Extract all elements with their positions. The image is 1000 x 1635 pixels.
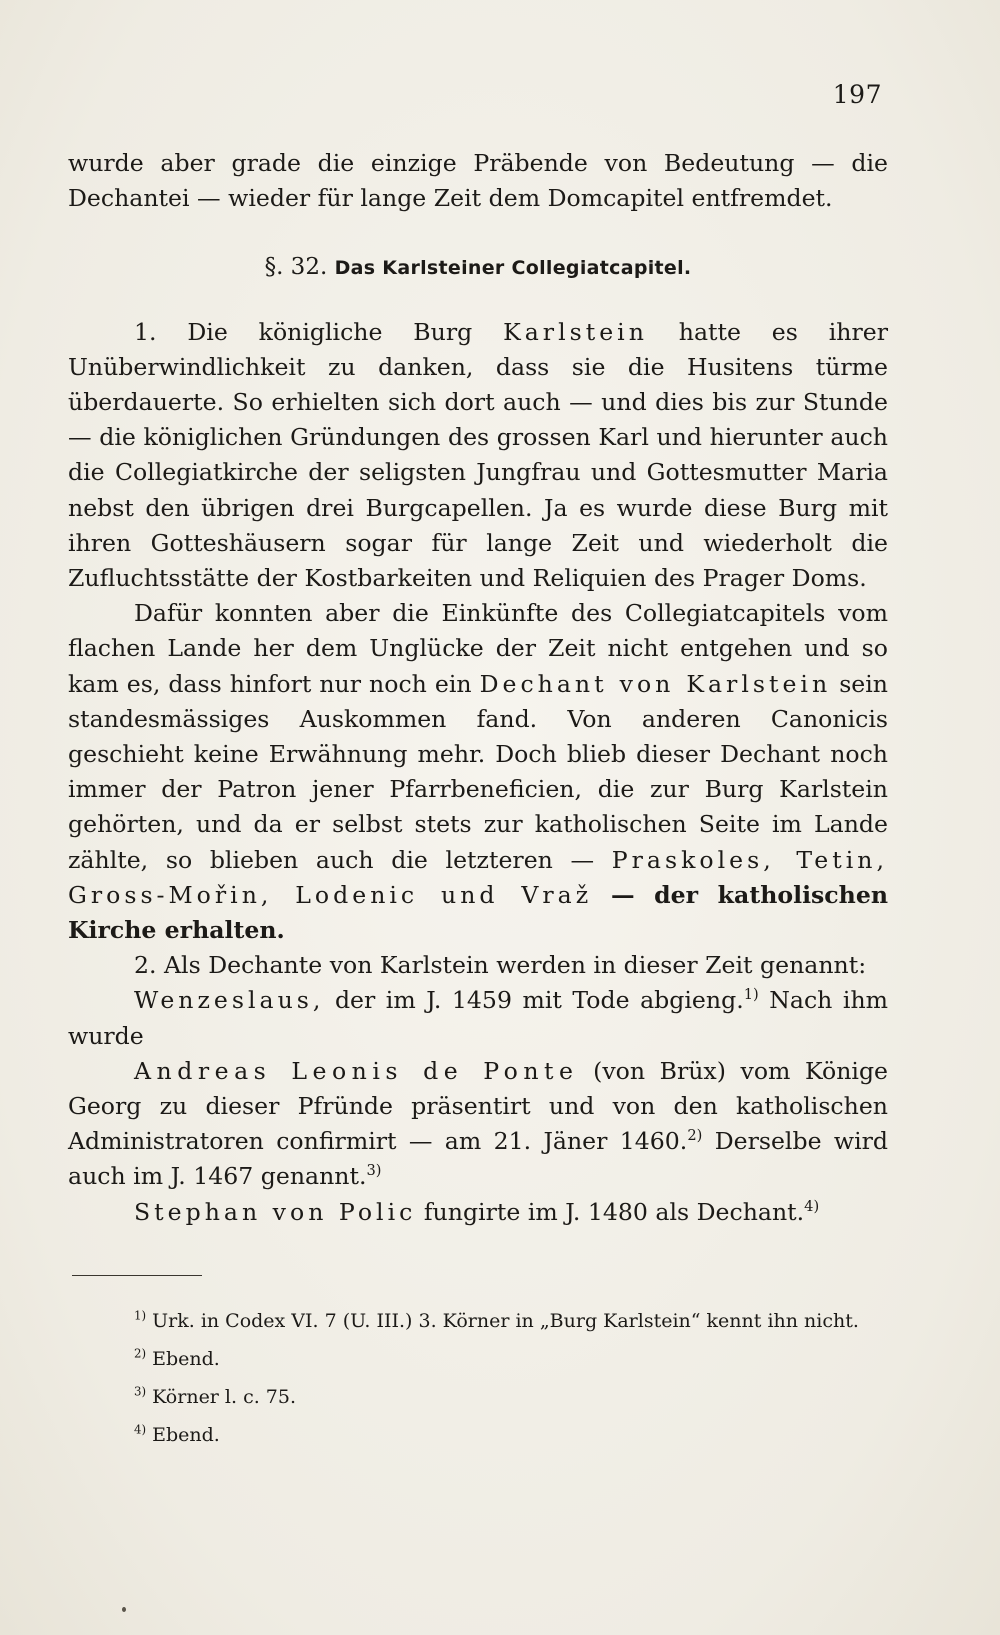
spaced-karlstein: Karlstein — [503, 317, 648, 346]
footnote-mark: 3) — [134, 1384, 147, 1399]
spaced-stephan: Stephan von Polic — [134, 1197, 417, 1226]
footnote-ref: 4) — [804, 1197, 820, 1215]
section-heading — [68, 250, 888, 286]
footnote-text: Ebend. — [152, 1424, 220, 1446]
paragraph-4-text-b: Nach ihm wurde — [68, 986, 889, 1050]
footnote-mark: 4) — [134, 1422, 147, 1437]
paragraph-5-text-b: Derselbe wird auch im J. 1467 genannt. — [68, 1127, 888, 1191]
footnote-divider — [72, 1275, 202, 1276]
paragraph-2 — [68, 596, 888, 948]
paragraph-1-text-b: hatte es ihrer Unüberwindlichkeit zu danken, dass sie die Husitens türme überdauerte. So erhielten sich dort auch — und dies bis zur Stunde — die königlichen Gründungen des grossen Karl und hierunter auch die Collegiatkirche der seligsten Jungfrau und Gottesmutter Maria nebst den übrigen drei Burgcapellen. Ja es wurde diese Burg mit ihren Gotteshäusern sogar für lange Zeit und wiederholt die Zufluchtsstätte der Kostbarkeiten und Reliquien des Prager Doms. — [68, 317, 888, 593]
paragraph-4 — [68, 983, 888, 1053]
footnote-2 — [68, 1344, 890, 1374]
paragraph-4-text-a: der im J. 1459 mit Tode abgieng. — [334, 986, 744, 1015]
footnote-mark: 1) — [134, 1308, 147, 1323]
spaced-dechant: Dechant von Karlstein — [479, 669, 832, 698]
spaced-parishes: Praskoles, Tetin, Gross-Mořin, Lodenic und Vraž — [68, 845, 888, 909]
footnote-1 — [68, 1306, 890, 1336]
paragraph-1-text-a: 1. Die königliche Burg — [134, 317, 473, 346]
paragraph-6 — [68, 1195, 888, 1230]
main-text — [68, 146, 888, 1230]
page-number: 197 — [832, 80, 882, 109]
footnote-ref: 1) — [743, 986, 759, 1004]
footnote-text: Körner l. c. 75. — [152, 1386, 297, 1408]
footnote-4 — [68, 1420, 890, 1450]
paragraph-1 — [68, 315, 888, 597]
footnote-mark: 2) — [134, 1346, 147, 1361]
paragraph-5 — [68, 1054, 888, 1195]
paragraph-2-text-b: sein standesmässiges Auskommen fand. Von anderen Canonicis geschieht keine Erwähnung mehr. Doch blieb dieser Dechant noch immer der Patron jener Pfarrbeneficien, die zur Burg Karlstein gehörten, und da er selbst stets zur katholischen Seite im Lande zählte, so blieben auch die letzteren — — [68, 669, 888, 874]
paragraph-2-text-c: — der katholischen Kirche erhalten. — [68, 880, 888, 945]
intro-paragraph: wurde aber grade die einzige Präbende von Bedeutung — die Dechantei — wieder für lange Zeit dem Domcapitel entfremdet. — [68, 149, 888, 213]
footnote-3 — [68, 1382, 890, 1412]
spaced-wenzeslaus: Wenzeslaus, — [134, 986, 325, 1015]
paper-speck — [122, 1607, 126, 1612]
paragraph-5-text-a: (von Brüx) vom Könige Georg zu dieser Pfründe präsentirt und von den katholischen Administratoren confirmirt — am 21. Jäner 1460. — [68, 1056, 889, 1156]
footnote-text: Urk. in Codex VI. 7 (U. III.) 3. Körner in „Burg Karlstein“ kennt ihn nicht. — [152, 1310, 859, 1332]
section-title: Das Karlsteiner Collegiatcapitel. — [334, 257, 692, 280]
paragraph-3: 2. Als Dechante von Karlstein werden in dieser Zeit genannt: — [134, 951, 867, 980]
footnote-ref: 3) — [366, 1162, 382, 1180]
footnote-ref: 2) — [687, 1127, 703, 1145]
spaced-andreas: Andreas Leonis de Ponte — [134, 1056, 579, 1085]
paragraph-2-text-a: Dafür konnten aber die Einkünfte des Collegiatcapitels vom flachen Lande her dem Unglücke der Zeit nicht entgehen und so kam es, dass hinfort nur noch ein — [68, 599, 888, 698]
section-number: §. 32. — [264, 254, 328, 281]
footnotes — [68, 1306, 890, 1458]
footnote-text: Ebend. — [152, 1348, 220, 1370]
paragraph-6-text-a: fungirte im J. 1480 als Dechant. — [423, 1197, 805, 1226]
